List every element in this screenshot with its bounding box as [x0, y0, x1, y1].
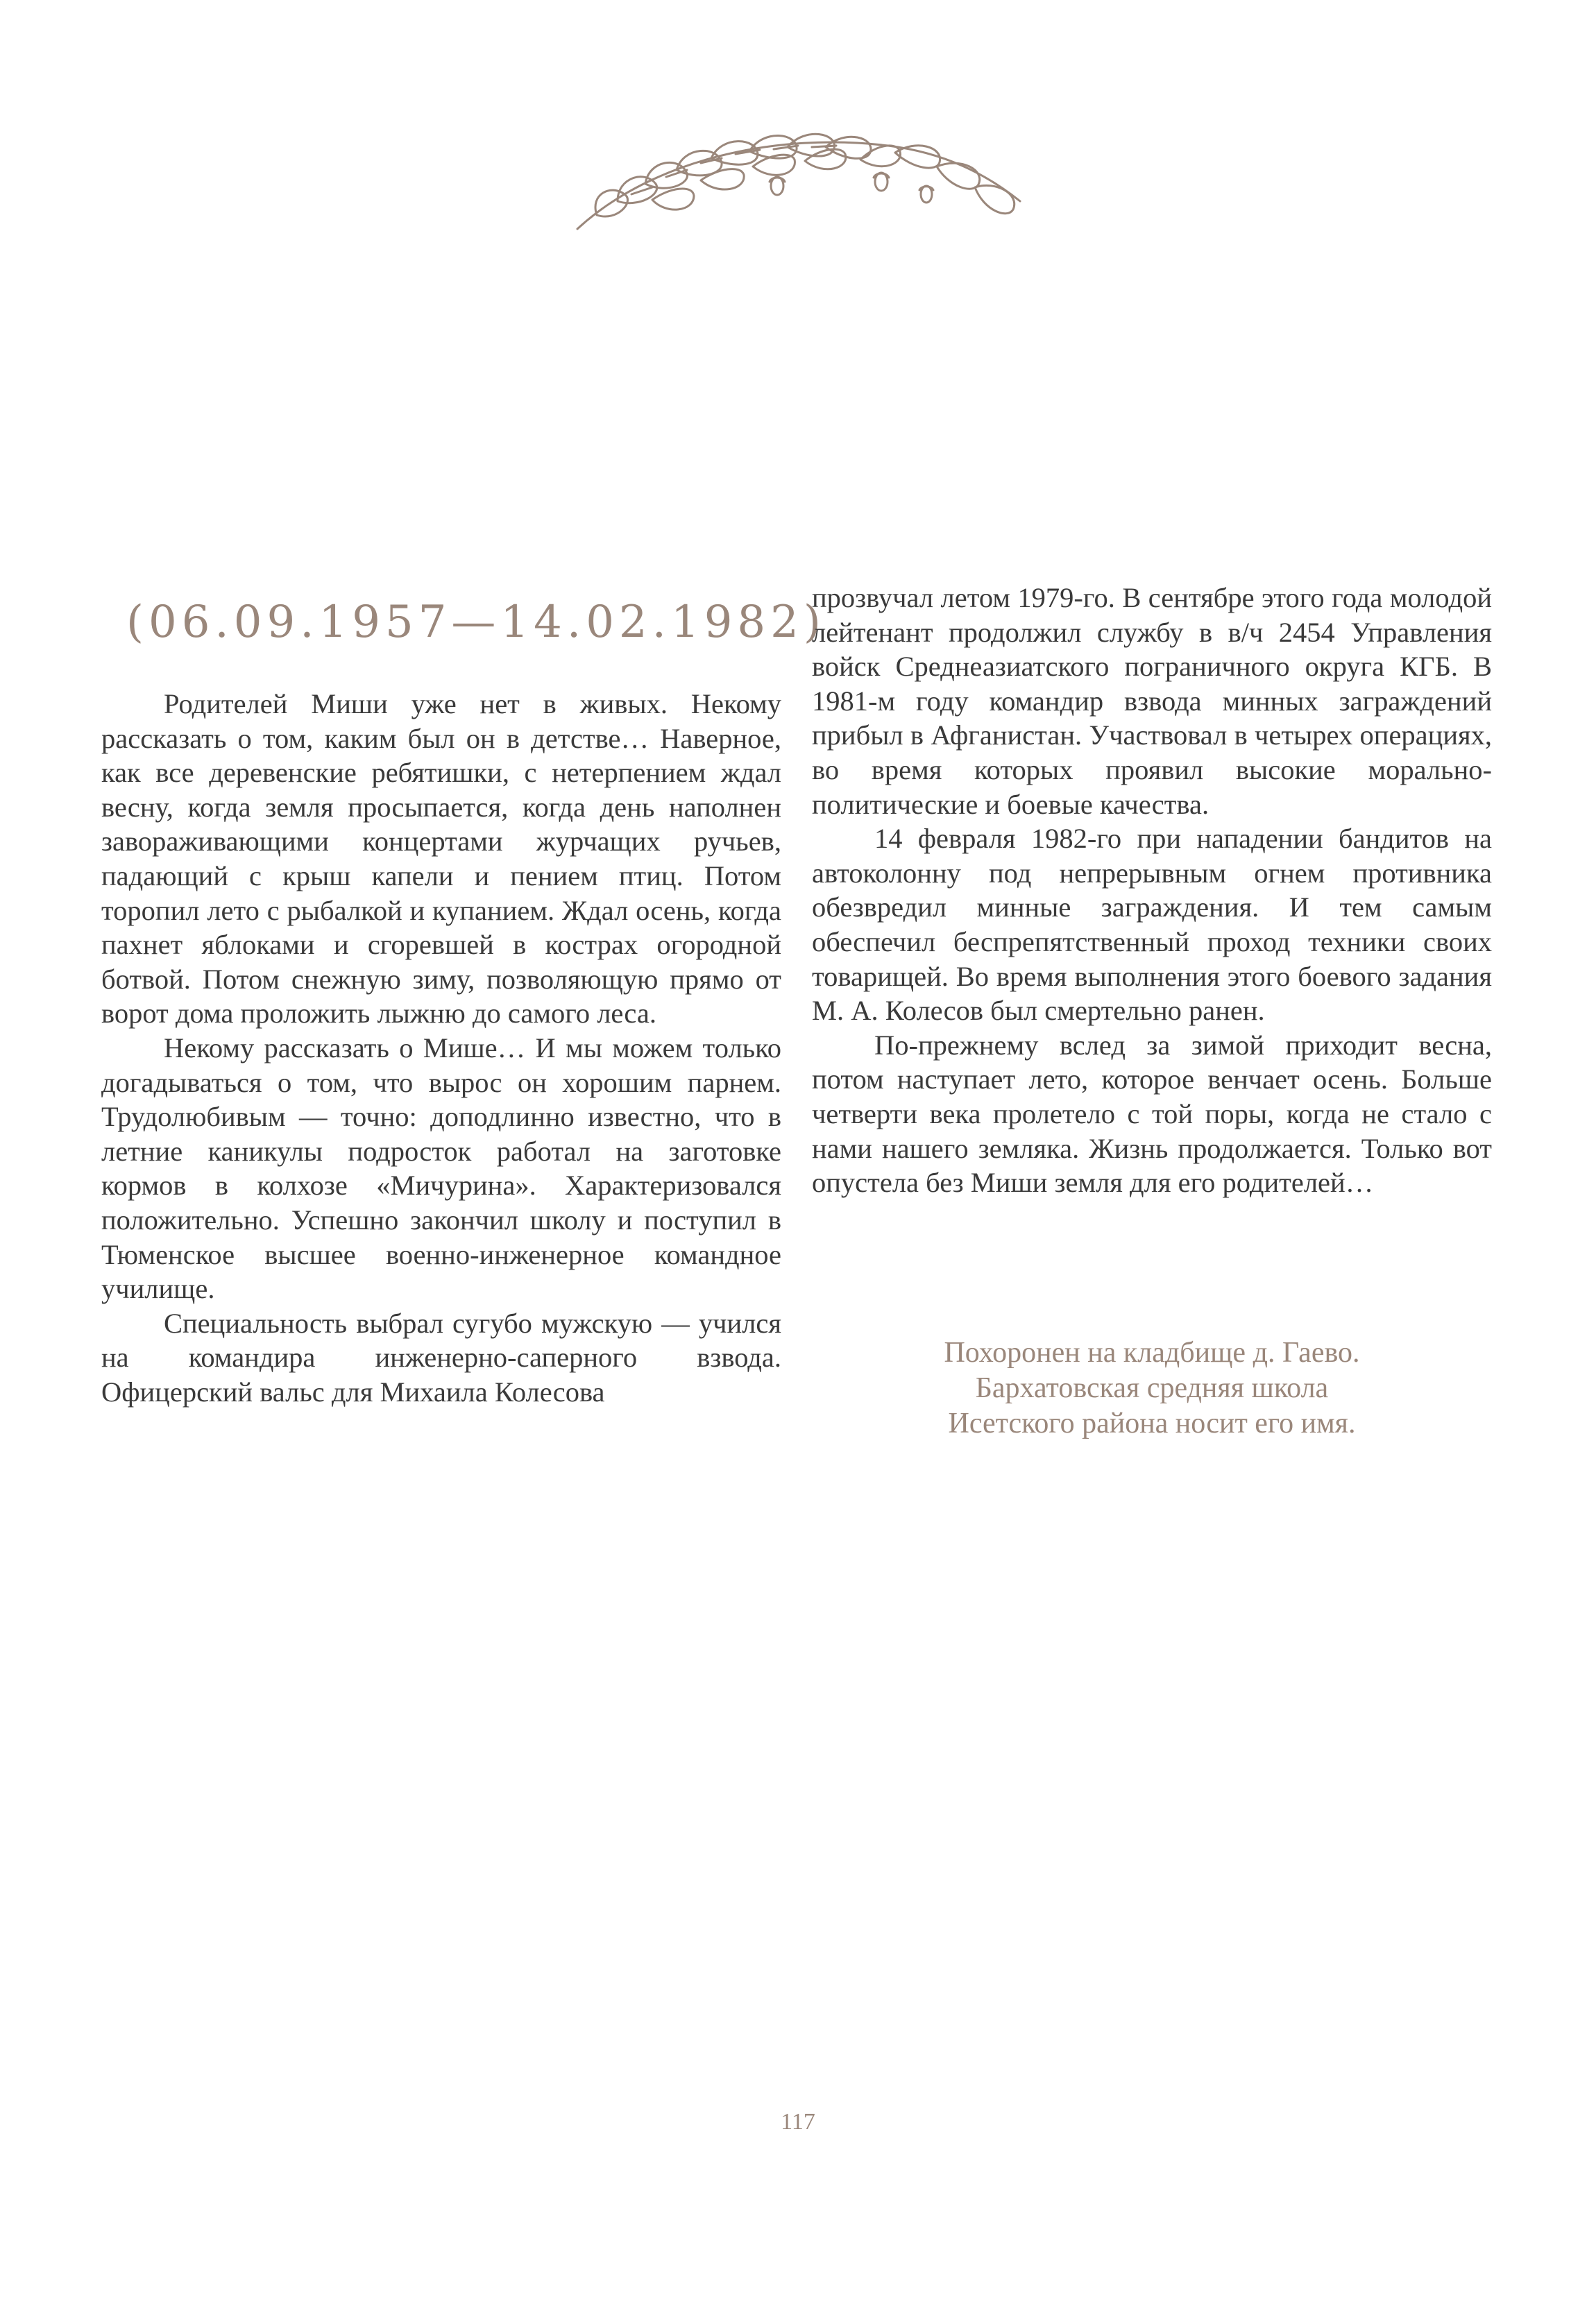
- burial-note: [812, 1335, 1492, 1442]
- page-number: 117: [781, 2109, 815, 2135]
- burial-note-line: Бархатовская средняя школа: [975, 1372, 1329, 1404]
- paragraph: Некому рассказать о Мише… И мы можем только догадываться о том, что вырос он хорошим парнем. Трудолюбивым — точно: доподлинно известно, что в летние каникулы подросток работал на заготовке кормов в колхозе «Мичурина». Характеризовался положительно. Успешно закончил школу и поступил в Тюменское высшее военно-инженерное командное училище.: [101, 1032, 781, 1305]
- paragraph: 14 февраля 1982-го при нападении бандитов на автоколонну под непрерывным огнем противника обезвредил минные заграждения. И тем самым обеспечил беспрепятственный проход техники своих товарищей. Во время выполнения этого боевого задания М. А. Колесов был смертельно ранен.: [812, 823, 1492, 1027]
- paragraph: Родителей Миши уже нет в живых. Некому рассказать о том, каким был он в детстве… Наверное, как все деревенские ребятишки, с нетерпением ждал весну, когда земля просыпается, когда день наполнен завораживающими концертами журчащих ручьев, падающий с крыш капели и пением птиц. Потом торопил лето с рыбалкой и купанием. Ждал осень, когда пахнет яблоками и сгоревшей в кострах огородной ботвой. Потом снежную зиму, позволяющую прямо от ворот дома проложить лыжню до самого леса.: [101, 688, 781, 1029]
- burial-note-line: Похоронен на кладбище д. Гаево.: [944, 1337, 1360, 1369]
- paragraph: прозвучал летом 1979-го. В сентябре этого года молодой лейтенант продолжил службу в в/ч 2454 Управления войск Среднеазиатского пограничного округа КГБ. В 1981-м году командир взвода минных заграждений прибыл в Афганистан. Участвовал в четырех операциях, во время которых проявил высокие морально-политические и боевые качества.: [812, 582, 1492, 820]
- paragraph: По-прежнему вслед за зимой приходит весна, потом наступает лето, которое венчает осень. Больше четверти века пролетело с той поры, когда не стало с нами нашего земляка. Жизнь продолжается. Только вот опустела без Миши земля для его родителей…: [812, 1029, 1492, 1199]
- left-column: [101, 687, 781, 1409]
- life-dates-heading: (06.09.1957—14.02.1982): [126, 597, 826, 648]
- right-column: [812, 581, 1492, 1200]
- burial-note-line: Исетского района носит его имя.: [948, 1408, 1356, 1439]
- oak-branch-icon: [569, 118, 1027, 243]
- paragraph: Специальность выбрал сугубо мужскую — учился на командира инженерно-саперного взвода. Офицерский вальс для Михаила Колесова: [101, 1307, 781, 1408]
